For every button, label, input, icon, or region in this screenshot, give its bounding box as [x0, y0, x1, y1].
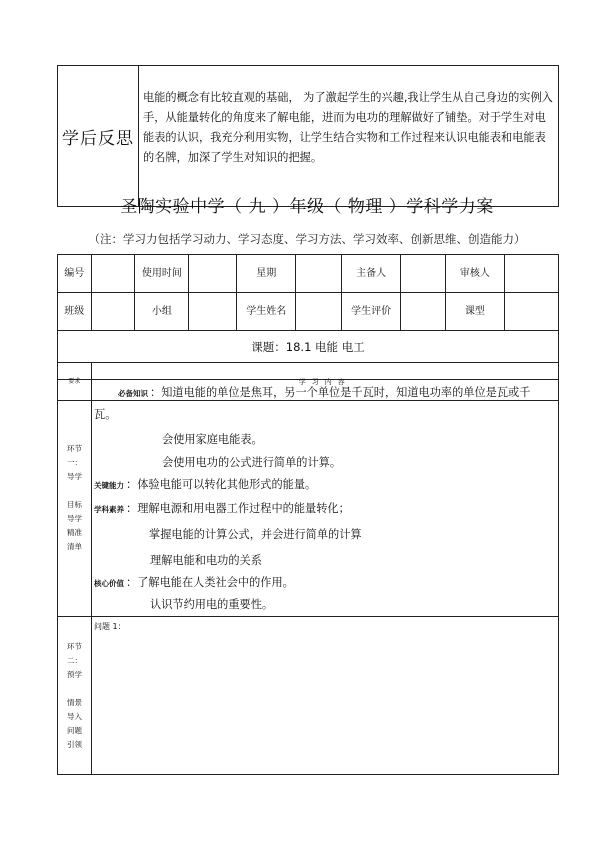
must-know-line2: 瓦。: [94, 408, 117, 421]
content-header: 学习内容: [91, 363, 558, 401]
side-line: 二：: [67, 655, 82, 665]
reflection-table: [57, 65, 559, 207]
requirement-label: 要求: [58, 363, 92, 401]
reflection-label: 学后反思: [58, 66, 139, 207]
core-value-tag: 核心价值: [94, 579, 124, 588]
question-label: 问题 1：: [94, 622, 126, 631]
core-value-line: 认识节约用电的重要性。: [150, 598, 274, 611]
key-ability-tag: 关键能力: [94, 481, 124, 490]
info-cell: 学生评价: [342, 293, 401, 331]
info-cell: [401, 255, 446, 293]
info-cell: 学生姓名: [237, 293, 296, 331]
reflection-text: 电能的概念有比较直观的基础， 为了激起学生的兴趣,我让学生从自己身边的实例入手，从能量转化的角度来了解电能，进而为电功的理解做好了铺垫。对于学生对电能表的认识，我充分利用实物，让学生结合实物和工作过程来认识电能表和电能表的名牌，加深了学生对知识的把握。: [139, 66, 559, 207]
info-cell: 课型: [445, 293, 504, 331]
literacy-line: 掌握电能的计算公式，并会进行简单的计算: [149, 528, 362, 541]
side-line: 导学: [67, 472, 82, 481]
side-line: 精准: [67, 528, 82, 537]
info-cell: [401, 293, 446, 331]
info-cell: [91, 255, 135, 293]
info-cell: [189, 255, 237, 293]
info-cell: [189, 293, 237, 331]
lesson-topic: 课题：18.1 电能 电工: [58, 331, 559, 363]
skill-line: 会使用电功的公式进行简单的计算。: [162, 456, 342, 469]
section2-side: [58, 617, 92, 775]
section1-content: [92, 380, 559, 617]
literacy-line: 理解电能和电功的关系: [150, 554, 262, 567]
info-cell: [296, 293, 342, 331]
section2-content: [92, 617, 559, 775]
skill-line: 会使用家庭电能表。: [162, 433, 263, 446]
side-line: 环节: [67, 641, 82, 651]
page-note: （注：学习力包括学习动力、学习态度、学习方法、学习效率、创新思维、创造能力）: [88, 232, 526, 246]
info-cell: [91, 293, 135, 331]
info-cell: 班级: [58, 293, 92, 331]
info-cell: 星期: [237, 255, 296, 293]
page-title: 圣陶实验中学（ 九 ）年级（ 物理 ）学科学力案: [120, 197, 494, 217]
key-ability-line: 关键能力 ：体验电能可以转化其他形式的能量。: [94, 478, 317, 491]
info-cell: 审核人: [445, 255, 504, 293]
info-cell: 小组: [135, 293, 189, 331]
info-cell: 编号: [58, 255, 92, 293]
info-cell: [504, 293, 558, 331]
main-table: [57, 379, 559, 775]
side-line: 环节: [67, 444, 82, 453]
side-line: 预学: [67, 669, 82, 679]
core-value-line: 核心价值 ：了解电能在人类社会中的作用。: [94, 576, 294, 589]
side-line: 引领: [67, 739, 82, 749]
info-cell: 主备人: [342, 255, 401, 293]
side-line: 目标: [67, 500, 82, 509]
side-line: 清单: [67, 542, 82, 551]
side-line: 导入: [67, 711, 82, 721]
side-line: 情景: [67, 697, 82, 707]
must-know-line: 必备知识 ：知道电能的单位是焦耳，另一个单位是千瓦时，知道电功率的单位是瓦或千: [118, 386, 531, 399]
info-cell: [504, 255, 558, 293]
literacy-line: 学科素养 ：理解电源和用电器工作过程中的能量转化；: [94, 502, 350, 515]
must-know-tag: 必备知识: [118, 389, 148, 398]
literacy-tag: 学科素养: [94, 505, 124, 514]
info-cell: [296, 255, 342, 293]
side-line: 导学: [67, 514, 82, 523]
side-line: 问题: [67, 725, 82, 735]
section1-side: [58, 380, 92, 617]
info-cell: 使用时间: [135, 255, 189, 293]
side-line: 一：: [67, 458, 82, 467]
